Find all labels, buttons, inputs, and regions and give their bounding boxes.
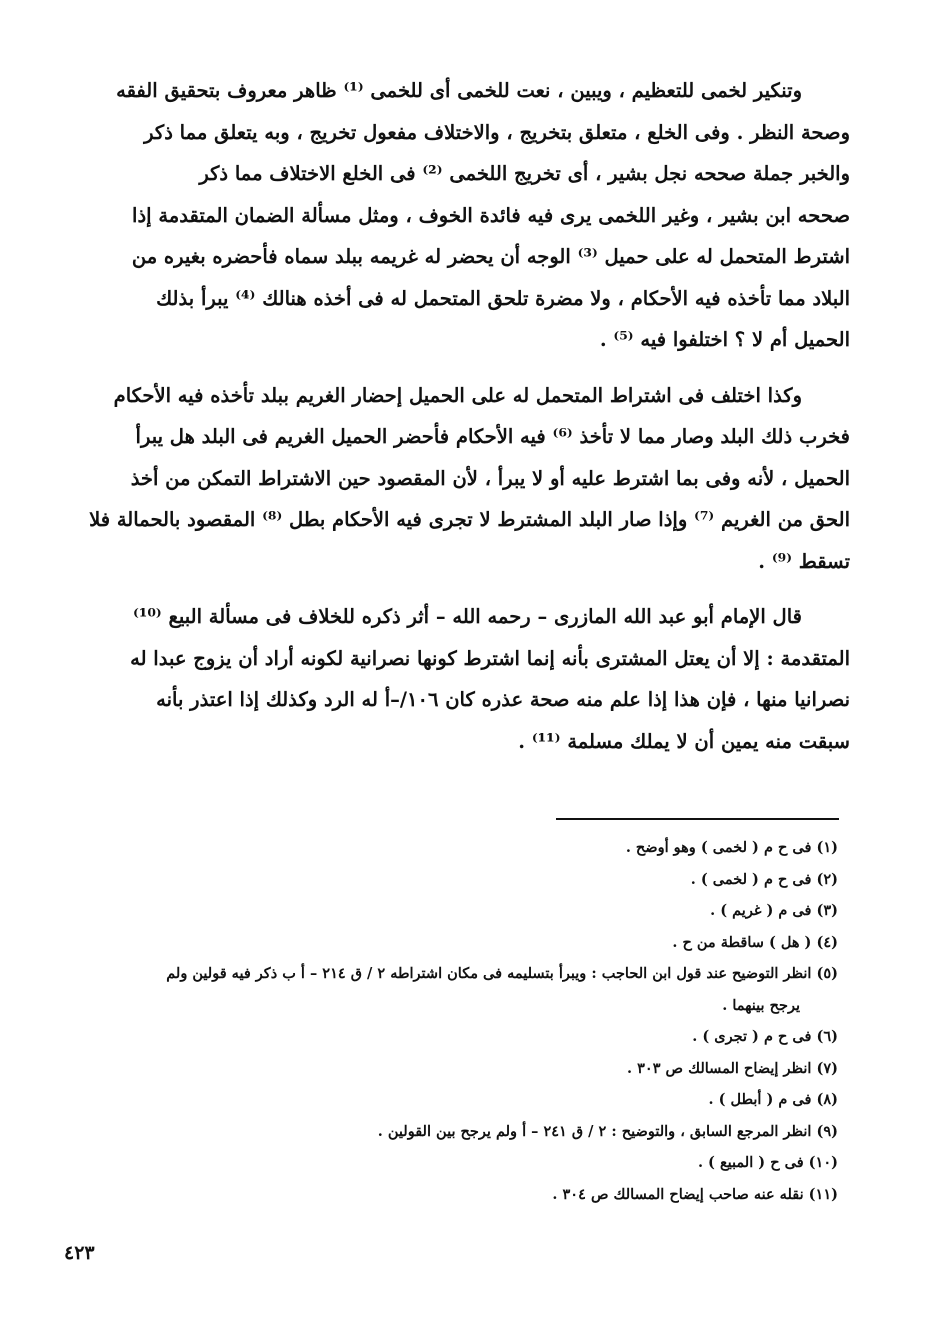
footnote: (٥) انظر التوضيح عند قول ابن الحاجب : ويبرأ بتسليمه فى مكان اشتراطه ٢ / ق ٢١٤ – أ ب ذكر فيه قولين ولم	[166, 965, 838, 982]
footnote: (١) فى ح م ( لخمى ) وهو أوضح .	[625, 839, 838, 856]
footnote-continuation: يرجح بينهما .	[722, 996, 800, 1014]
text-line: الحق من الغريم ⁽⁷⁾ وإذا صار البلد المشترط لا تجرى فيه الأحكام بطل ⁽⁸⁾ المقصود بالحمالة فلا	[89, 508, 850, 531]
text-line: اشترط المتحمل له على حميل ⁽³⁾ الوجه أن يحضر له غريمه ببلد سماه فأحضره بغيره من	[131, 245, 850, 268]
footnote: (٦) فى ح م ( تجرى ) .	[692, 1028, 838, 1045]
footnote: (٢) فى ح م ( لخمى ) .	[690, 870, 838, 888]
footnote: (٣) فى م ( غريم ) .	[710, 902, 838, 919]
paragraph-3	[78, 596, 850, 762]
text-line: والخبر جملة صححه نجل بشير ، أى تخريج اللخمى ⁽²⁾ فى الخلع الاختلاف مما ذكر	[199, 162, 850, 185]
main-text	[78, 70, 850, 762]
text-line: الحميل أم لا ؟ اختلفوا فيه ⁽⁵⁾ .	[599, 328, 850, 351]
text-line: قال الإمام أبو عبد الله المازرى – رحمه الله – أثر ذكره للخلاف فى مسألة البيع ⁽¹⁰⁾	[133, 605, 802, 628]
footnote: (٧) انظر إيضاح المسالك ص ٣٠٣ .	[627, 1059, 838, 1077]
text-line: المتقدمة : إلا أن يعتل المشترى بأنه إنما اشترط كونها نصرانية لكونه أراد أن يزوج عبدا له	[130, 646, 850, 670]
text-line: وتنكير لخمى للتعظيم ، ويبين ، نعت للخمى أى للخمى ⁽¹⁾ ظاهر معروف بتحقيق الفقه	[116, 79, 802, 102]
text-line: سبقت منه يمين أن لا يملك مسلمة ⁽¹¹⁾ .	[518, 729, 850, 753]
text-line: تسقط ⁽⁹⁾ .	[758, 549, 850, 573]
footnote: (٤) ( هل ) ساقطة من ح .	[672, 933, 838, 951]
paragraph-1	[78, 70, 850, 361]
text-line: نصرانيا منها ، فإن هذا إذا علم منه صحة عذره كان ١٠٦/–أ له الرد وكذلك إذا اعتذر بأنه	[156, 688, 850, 711]
text-line: وكذا اختلف فى اشتراط المتحمل له على الحميل إحضار الغريم ببلد تأخذه فيه الأحكام	[113, 383, 802, 407]
footnote: (١٠) فى ح ( المبيع ) .	[697, 1154, 838, 1171]
text-line: وصحة النظر . وفى الخلع ، متعلق بتخريج ، والاختلاف مفعول تخريج ، وبه يتعلق مما ذكر	[144, 120, 850, 144]
text-line: صححه ابن بشير ، وغير اللخمى يرى فيه فائدة الخوف ، ومثل مسألة الضمان المتقدمة إذا	[132, 203, 850, 227]
footnote: (١١) نقله عنه صاحب إيضاح المسالك ص ٣٠٤ .	[552, 1185, 838, 1203]
text-line: البلاد مما تأخذه فيه الأحكام ، ولا مضرة تلحق المتحمل له فى أخذه هنالك ⁽⁴⁾ يبرأ بذلك	[156, 286, 850, 310]
paragraph-2	[78, 375, 850, 583]
footnote-separator	[556, 818, 839, 820]
footnote: (٨) فى م ( أبطل ) .	[708, 1091, 838, 1108]
footnotes	[70, 832, 838, 1210]
page-number: ٤٢٣	[64, 1242, 95, 1264]
text-line: فخرب ذلك البلد وصار مما لا تأخذ ⁽⁶⁾ فيه الأحكام فأحضر الحميل الغريم فى البلد هل يبرأ	[135, 425, 850, 448]
footnote: (٩) انظر المرجع السابق ، والتوضيح : ٢ / ق ٢٤١ – أ ولم يرجح بين القولين .	[377, 1122, 838, 1140]
text-line: الحميل ، لأنه وفى بما اشترط عليه أو لا يبرأ ، لأن المقصود حين الاشتراط التمكن من أخذ	[130, 466, 850, 490]
